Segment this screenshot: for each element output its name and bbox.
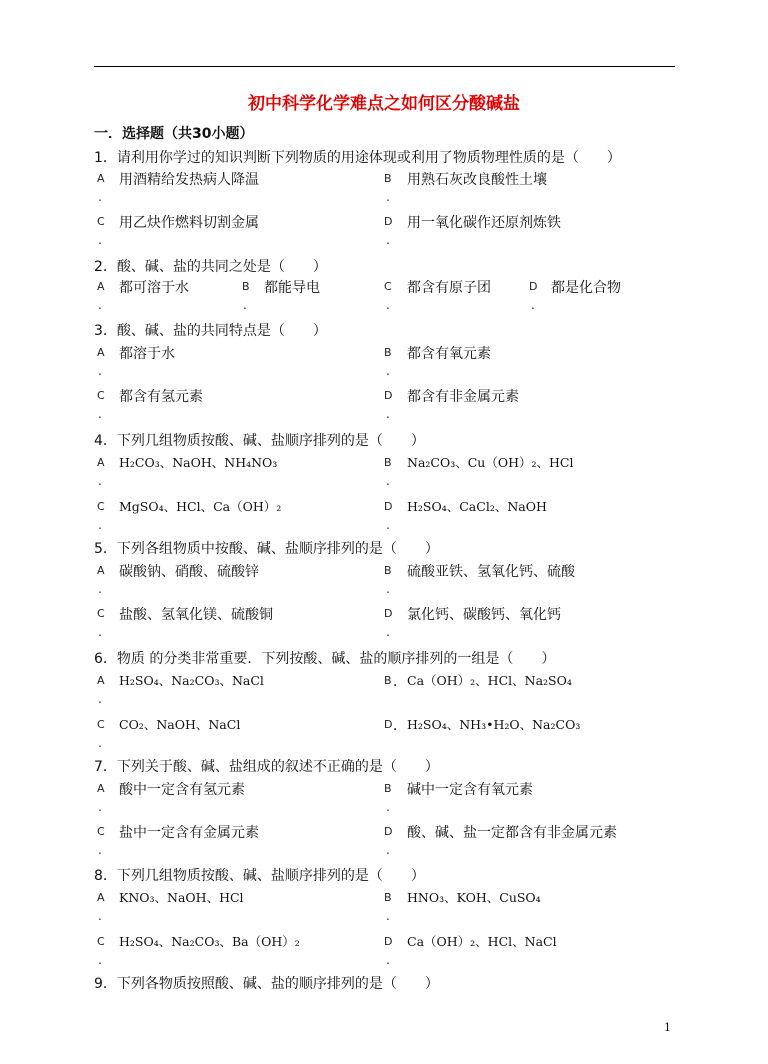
option-letter-a: A xyxy=(97,172,105,185)
q1-option-b: 用熟石灰改良酸性土壤 xyxy=(407,172,547,188)
q8-option-d: Ca（OH）₂、HCl、NaCl xyxy=(407,934,557,949)
dot-mark: . xyxy=(98,364,102,378)
option-letter-d: D xyxy=(529,280,538,293)
option-letter-c: C xyxy=(97,389,105,402)
dot-mark: . xyxy=(386,953,390,967)
option-letter-c: C xyxy=(97,500,105,513)
question-8-stem: 8．下列几组物质按酸、碱、盐顺序排列的是（ ） xyxy=(94,868,425,884)
q7-option-b: 碱中一定含有氧元素 xyxy=(407,782,533,798)
dot-mark: . xyxy=(98,625,102,639)
q7-option-a: 酸中一定含有氢元素 xyxy=(119,782,245,798)
q6-option-a: H₂SO₄、Na₂CO₃、NaCl xyxy=(119,673,264,688)
q4-option-a: H₂CO₃、NaOH、NH₄NO₃ xyxy=(119,455,278,470)
dot-mark: . xyxy=(98,233,102,247)
option-letter-d: D xyxy=(384,500,393,513)
option-letter-a: A xyxy=(97,891,105,904)
option-letter-a: A xyxy=(97,674,105,687)
option-letter-b: B xyxy=(384,346,392,359)
option-letter-d: D xyxy=(384,825,393,838)
option-letter-d: D xyxy=(384,718,393,731)
option-letter-d: D xyxy=(384,215,393,228)
question-6-stem: 6．物质 的分类非常重要．下列按酸、碱、盐的顺序排列的一组是（ ） xyxy=(94,651,556,667)
dot-mark: . xyxy=(98,474,102,488)
dot-mark: . xyxy=(386,800,390,814)
option-letter-b: B xyxy=(384,674,392,687)
q8-option-b: HNO₃、KOH、CuSO₄ xyxy=(407,890,541,905)
option-letter-b: B xyxy=(384,782,392,795)
option-letter-a: A xyxy=(97,564,105,577)
dot-mark: . xyxy=(98,843,102,857)
dot-mark: . xyxy=(386,518,390,532)
dot-mark: . xyxy=(386,843,390,857)
question-7-stem: 7．下列关于酸、碱、盐组成的叙述不正确的是（ ） xyxy=(94,759,439,775)
option-letter-b: B xyxy=(242,280,250,293)
q3-option-b: 都含有氧元素 xyxy=(407,346,491,362)
option-letter-b: B xyxy=(384,172,392,185)
option-letter-d: D xyxy=(384,389,393,402)
separator-dot: ． xyxy=(393,674,407,690)
q2-option-b: 都能导电 xyxy=(264,280,320,296)
option-letter-b: B xyxy=(384,456,392,469)
q7-option-d: 酸、碱、盐一定都含有非金属元素 xyxy=(407,825,617,841)
q2-option-c: 都含有原子团 xyxy=(407,280,491,296)
q5-option-d: 氯化钙、碳酸钙、氧化钙 xyxy=(407,607,561,623)
q7-option-c: 盐中一定含有金属元素 xyxy=(119,825,259,841)
q1-option-d: 用一氧化碳作还原剂炼铁 xyxy=(407,215,561,231)
option-letter-a: A xyxy=(97,280,105,293)
dot-mark: . xyxy=(386,474,390,488)
q4-option-c: MgSO₄、HCl、Ca（OH）₂ xyxy=(119,499,282,514)
q1-option-a: 用酒精给发热病人降温 xyxy=(119,172,259,188)
question-9-stem: 9．下列各物质按照酸、碱、盐的顺序排列的是（ ） xyxy=(94,976,439,992)
dot-mark: . xyxy=(98,190,102,204)
dot-mark: . xyxy=(98,407,102,421)
dot-mark: . xyxy=(98,909,102,923)
option-letter-d: D xyxy=(384,607,393,620)
q6-option-b: Ca（OH）₂、HCl、Na₂SO₄ xyxy=(407,673,572,688)
option-letter-c: C xyxy=(97,718,105,731)
section-heading: 一．选择题（共30小题） xyxy=(94,126,254,142)
option-letter-b: B xyxy=(384,891,392,904)
option-letter-c: C xyxy=(384,280,392,293)
q2-option-d: 都是化合物 xyxy=(551,280,621,296)
dot-mark: . xyxy=(98,298,102,312)
page-title: 初中科学化学难点之如何区分酸碱盐 xyxy=(248,94,520,114)
option-letter-a: A xyxy=(97,346,105,359)
option-letter-c: C xyxy=(97,825,105,838)
q5-option-a: 碳酸钠、硝酸、硫酸锌 xyxy=(119,564,259,580)
question-3-stem: 3．酸、碱、盐的共同特点是（ ） xyxy=(94,323,327,339)
q8-option-a: KNO₃、NaOH、HCl xyxy=(119,890,244,905)
question-1-stem: 1．请利用你学过的知识判断下列物质的用途体现或利用了物质物理性质的是（ ） xyxy=(94,150,621,166)
q1-option-c: 用乙炔作燃料切割金属 xyxy=(119,215,259,231)
q8-option-c: H₂SO₄、Na₂CO₃、Ba（OH）₂ xyxy=(119,934,300,949)
option-letter-c: C xyxy=(97,607,105,620)
dot-mark: . xyxy=(98,582,102,596)
dot-mark: . xyxy=(98,518,102,532)
dot-mark: . xyxy=(386,364,390,378)
q5-option-b: 硫酸亚铁、氢氧化钙、硫酸 xyxy=(407,564,575,580)
q4-option-b: Na₂CO₃、Cu（OH）₂、HCl xyxy=(407,455,574,470)
dot-mark: . xyxy=(98,736,102,750)
q3-option-a: 都溶于水 xyxy=(119,346,175,362)
q3-option-d: 都含有非金属元素 xyxy=(407,389,519,405)
dot-mark: . xyxy=(386,190,390,204)
dot-mark: . xyxy=(98,800,102,814)
q2-option-a: 都可溶于水 xyxy=(119,280,189,296)
question-5-stem: 5．下列各组物质中按酸、碱、盐顺序排列的是（ ） xyxy=(94,541,439,557)
q5-option-c: 盐酸、氢氧化镁、硫酸铜 xyxy=(119,607,273,623)
dot-mark: . xyxy=(386,233,390,247)
dot-mark: . xyxy=(386,298,390,312)
dot-mark: . xyxy=(386,625,390,639)
option-letter-a: A xyxy=(97,782,105,795)
q6-option-c: CO₂、NaOH、NaCl xyxy=(119,717,241,732)
dot-mark: . xyxy=(386,909,390,923)
dot-mark: . xyxy=(98,953,102,967)
q4-option-d: H₂SO₄、CaCl₂、NaOH xyxy=(407,499,547,514)
q6-option-d: H₂SO₄、NH₃•H₂O、Na₂CO₃ xyxy=(407,717,581,732)
question-2-stem: 2．酸、碱、盐的共同之处是（ ） xyxy=(94,259,327,275)
q3-option-c: 都含有氢元素 xyxy=(119,389,203,405)
option-letter-c: C xyxy=(97,935,105,948)
option-letter-a: A xyxy=(97,456,105,469)
option-letter-c: C xyxy=(97,215,105,228)
dot-mark: . xyxy=(386,407,390,421)
page-number: 1 xyxy=(664,1021,671,1034)
dot-mark: . xyxy=(531,298,535,312)
dot-mark: . xyxy=(386,582,390,596)
option-letter-b: B xyxy=(384,564,392,577)
dot-mark: . xyxy=(98,692,102,706)
option-letter-d: D xyxy=(384,935,393,948)
header-rule xyxy=(94,66,675,67)
dot-mark: . xyxy=(243,298,247,312)
question-4-stem: 4．下列几组物质按酸、碱、盐顺序排列的是（ ） xyxy=(94,433,425,449)
separator-dot: ． xyxy=(393,718,407,734)
